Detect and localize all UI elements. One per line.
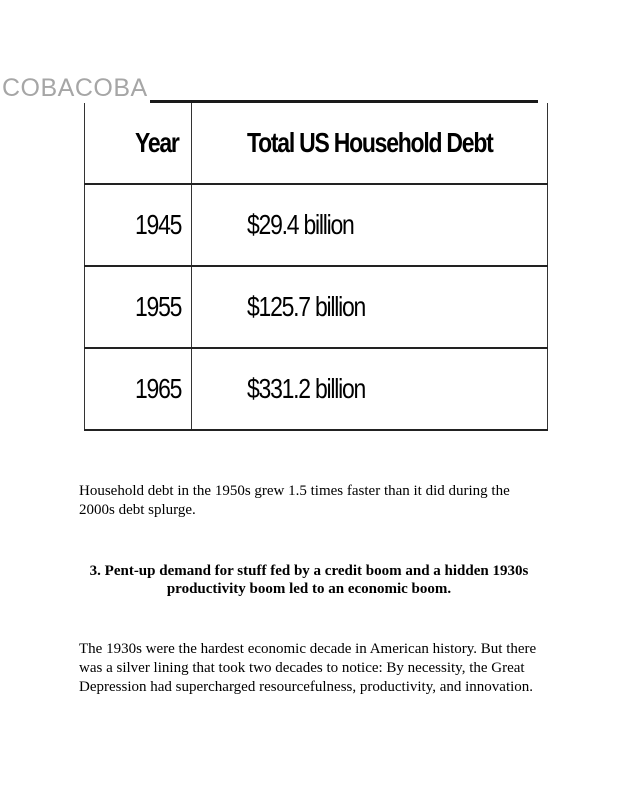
- cell-debt: [192, 348, 547, 430]
- paragraph-debt-growth: Household debt in the 1950s grew 1.5 times faster than it did during the 2000s debt splurge.: [79, 483, 510, 518]
- section-heading: 3. Pent-up demand for stuff fed by a credit boom and a hidden 1930s productivity boom led to an economic boom.: [89, 563, 529, 597]
- cell-debt-value: $331.2 billion: [247, 373, 366, 404]
- cell-debt: [192, 266, 547, 348]
- cell-year: [85, 348, 192, 430]
- header-debt: [192, 103, 547, 184]
- table-row: [85, 266, 548, 348]
- cell-debt-value: $125.7 billion: [247, 291, 366, 322]
- header-year-label: Year: [135, 127, 179, 158]
- cell-debt-value: $29.4 billion: [247, 209, 354, 240]
- table-row: [85, 184, 548, 266]
- header-year: [85, 103, 192, 184]
- cell-year-value: 1965: [135, 373, 182, 404]
- table-row: [85, 348, 548, 430]
- table-header-row: [85, 103, 548, 184]
- cell-year: [85, 184, 192, 266]
- cell-debt: [192, 184, 547, 266]
- cell-year-value: 1945: [135, 209, 182, 240]
- debt-table: [84, 103, 548, 431]
- cell-year: [85, 266, 192, 348]
- cell-year-value: 1955: [135, 291, 182, 322]
- header-debt-label: Total US Household Debt: [247, 127, 493, 158]
- watermark: COBACOBA: [2, 74, 148, 102]
- paragraph-1930s: The 1930s were the hardest economic decade in American history. But there was a silver lining that took two decades to notice: By necessity, the Great Depression had supercharged resourcefulness, productivity, and innovation.: [79, 641, 537, 695]
